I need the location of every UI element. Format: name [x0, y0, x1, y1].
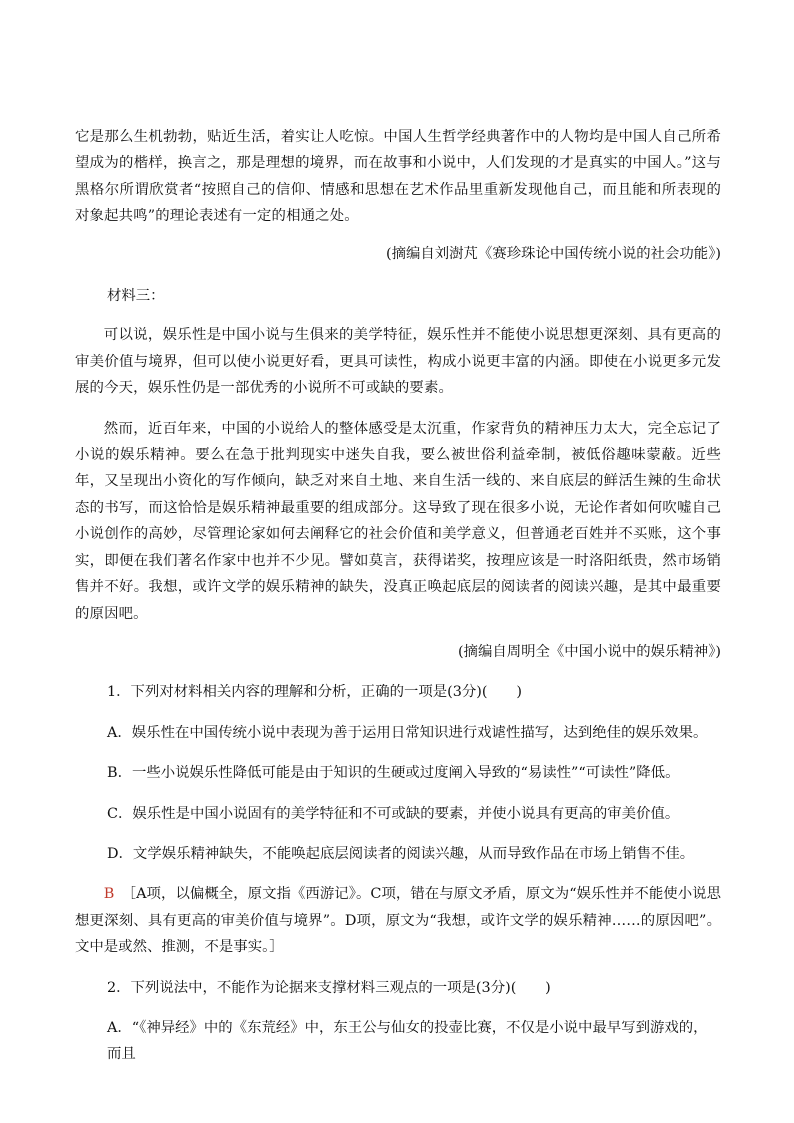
question-1-option-c: C．娱乐性是中国小说固有的美学特征和不可或缺的要素，并使小说具有更高的审美价值。: [107, 805, 680, 822]
question-2: [75, 975, 721, 1068]
question-1-stem: 1．下列对材料相关内容的理解和分析，正确的一项是(3分)( ): [107, 684, 522, 701]
question-1-option-b: B．一些小说娱乐性降低可能是由于知识的生硬或过度阐入导致的“易读性”“可读性”降低。: [107, 765, 680, 782]
question-1-option-d: D．文学娱乐精神缺失，不能唤起底层阅读者的阅读兴趣，从而导致作品在市场上销售不佳。: [107, 845, 695, 862]
question-1-answer: [75, 881, 721, 960]
answer-letter: B: [103, 886, 115, 903]
paragraph-continuation: 它是那么生机勃勃，贴近生活，着实让人吃惊。中国人生哲学经典著作中的人物均是中国人自己所希望成为的楷样，换言之，那是理想的境界，而在故事和小说中，人们发现的才是真实的中国人。”这与黑格尔所谓欣赏者“按照自己的信仰、情感和思想在艺术作品里重新发现他自己，而且能和所表现的对象起共鸣”的理论表述有一定的相通之处。: [75, 129, 721, 225]
source-citation-2: (摘编自周明全《中国小说中的娱乐精神》): [457, 643, 721, 660]
source-citation-1: (摘编自刘澍芃《赛珍珠论中国传统小说的社会功能》): [385, 245, 721, 262]
question-1: [75, 679, 721, 960]
question-1-option-a: A．娱乐性在中国传统小说中表现为善于运用日常知识进行戏谑性描写，达到绝佳的娱乐效果。: [107, 724, 708, 741]
material-3-paragraph-2: 然而，近百年来，中国的小说给人的整体感受是太沉重，作家背负的精神压力太大，完全忘记了小说的娱乐精神。要么在急于批判现实中迷失自我，要么被世俗利益牵制，被低俗趣味蒙蔽。近些年，又呈现出小资化的写作倾向，缺乏对来自土地、来自生活一线的、来自底层的鲜活生辣的生命状态的书写，而这恰恰是娱乐精神最重要的组成部分。这导致了现在很多小说，无论作者如何吹嘘自己小说创作的高妙，尽管理论家如何去阐释它的社会价值和美学意义，但普通老百姓并不买账，这个事实，即便在我们著名作家中也并不少见。譬如莫言，获得诺奖，按理应该是一时洛阳纸贵，然市场销售并不好。我想，或许文学的娱乐精神的缺失，没真正唤起底层的阅读者的阅读兴趣，是其中最重要的原因吧。: [75, 420, 721, 622]
answer-explanation: ［A项，以偏概全，原文指《西游记》。C项，错在与原文矛盾，原文为“娱乐性并不能使小说思想更深刻、具有更高的审美价值与境界”。D项，原文为“我想，或许文学的娱乐精神……的原因吧”。文中是或然、推测，不是事实。］: [75, 886, 721, 956]
question-2-option-a: A．“《神异经》中的《东荒经》中，东王公与仙女的投壶比赛，不仅是小说中最早写到游戏的，而且: [107, 1019, 708, 1063]
document-page: [75, 0, 721, 1068]
material-3-paragraph-1: 可以说，娱乐性是中国小说与生俱来的美学特征，娱乐性并不能使小说思想更深刻、具有更高的审美价值与境界，但可以使小说更好看，更具可读性，构成小说更丰富的内涵。即使在小说更多元发展的今天，娱乐性仍是一部优秀的小说所不可或缺的要素。: [75, 327, 721, 397]
material-3-heading: 材料三：: [107, 288, 165, 305]
question-2-stem: 2．下列说法中，不能作为论据来支撑材料三观点的一项是(3分)( ): [107, 979, 551, 996]
